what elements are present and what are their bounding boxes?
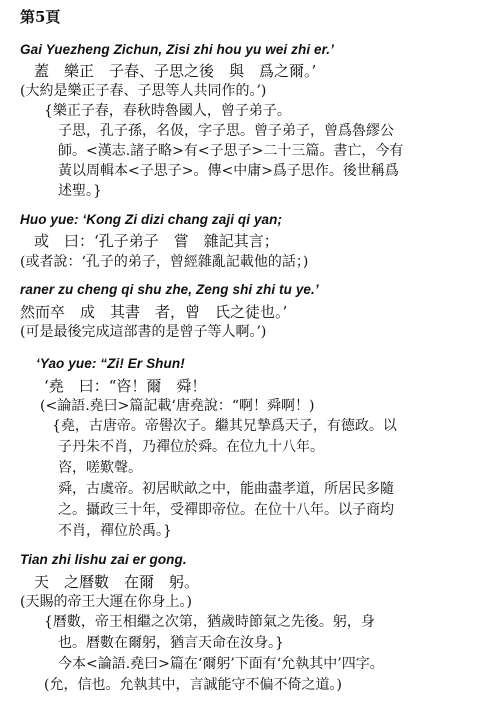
gloss-line: (大約是樂正子春、子思等人共同作的。’) — [20, 83, 267, 99]
gloss-line: (可是最後完成這部書的是曾子等人啊。’) — [20, 324, 267, 340]
note-line: 今本<論語.堯曰>篇在‘爾躬’下面有‘允執其中’四字。 — [58, 656, 384, 672]
note-line: 師。<漢志.諸子略>有<子思子>二十三篇。書亡，今有 — [58, 143, 404, 159]
pinyin-line: raner zu cheng qi shu zhe, Zeng shi zhi tu ye.’ — [20, 282, 319, 297]
note-line: 舜，古虞帝。初居畎畝之中，能曲盡孝道，所居民多隨 — [58, 481, 394, 497]
pinyin-line: ‘Yao yue: “Zi! Er Shun! — [36, 356, 185, 371]
note-line: 子丹朱不肖，乃禪位於舜。在位九十八年。 — [58, 439, 324, 455]
note-line: 不肖，禪位於禹。} — [58, 523, 172, 539]
hanzi-line: 天 之曆數 在爾 躬。 — [34, 573, 200, 591]
pinyin-line: Huo yue: ‘Kong Zi dizi chang zaji qi yan; — [20, 212, 283, 227]
note-line: {曆數，帝王相繼之次第，猶歲時節氣之先後。躬，身 — [44, 614, 375, 630]
gloss-line: (天賜的帝王大運在你身上。) — [20, 594, 192, 610]
note-line: 述聖。} — [58, 183, 102, 199]
note-line: 咨，嗟歎聲。 — [58, 460, 142, 476]
gloss-line: (或者說：‘孔子的弟子，曾經雜亂記載他的話；) — [20, 254, 309, 270]
hanzi-line: 蓋 樂正 子春、子思之後 與 爲之爾。’ — [34, 62, 317, 80]
pinyin-line: Gai Yuezheng Zichun, Zisi zhi hou yu wei zhi er.’ — [20, 42, 334, 57]
note-line: (允，信也。允執其中，言誠能守不偏不倚之道。) — [44, 677, 342, 693]
note-line: {堯，古唐帝。帝嚳次子。繼其兄摯爲天子，有德政。以 — [52, 418, 397, 434]
note-line: 也。曆數在爾躬，猶言天命在汝身。} — [58, 635, 284, 651]
hanzi-line: 或 曰：‘孔子弟子 嘗 雜記其言； — [34, 232, 279, 250]
gloss-line: (<論語.堯曰>篇記載‘唐堯說：“啊！舜啊！) — [40, 398, 315, 414]
hanzi-line: ‘堯 曰：“咨！爾 舜！ — [44, 377, 207, 395]
pinyin-line: Tian zhi lishu zai er gong. — [20, 552, 187, 567]
note-line: 之。攝政三十年，受禪即帝位。在位十八年。以子商均 — [58, 502, 394, 518]
note-line: 黃以周輯本<子思子>。傳<中庸>爲子思作。後世稱爲 — [58, 163, 399, 179]
note-line: {樂正子春，春秋時魯國人，曾子弟子。 — [44, 103, 291, 119]
note-line: 子思，孔子孫，名伋，字子思。曾子弟子，曾爲魯繆公 — [58, 123, 394, 139]
page-number-header: 第5頁 — [20, 8, 61, 26]
hanzi-line: 然而卒 成 其書 者，曾 氏之徒也。’ — [20, 303, 288, 321]
